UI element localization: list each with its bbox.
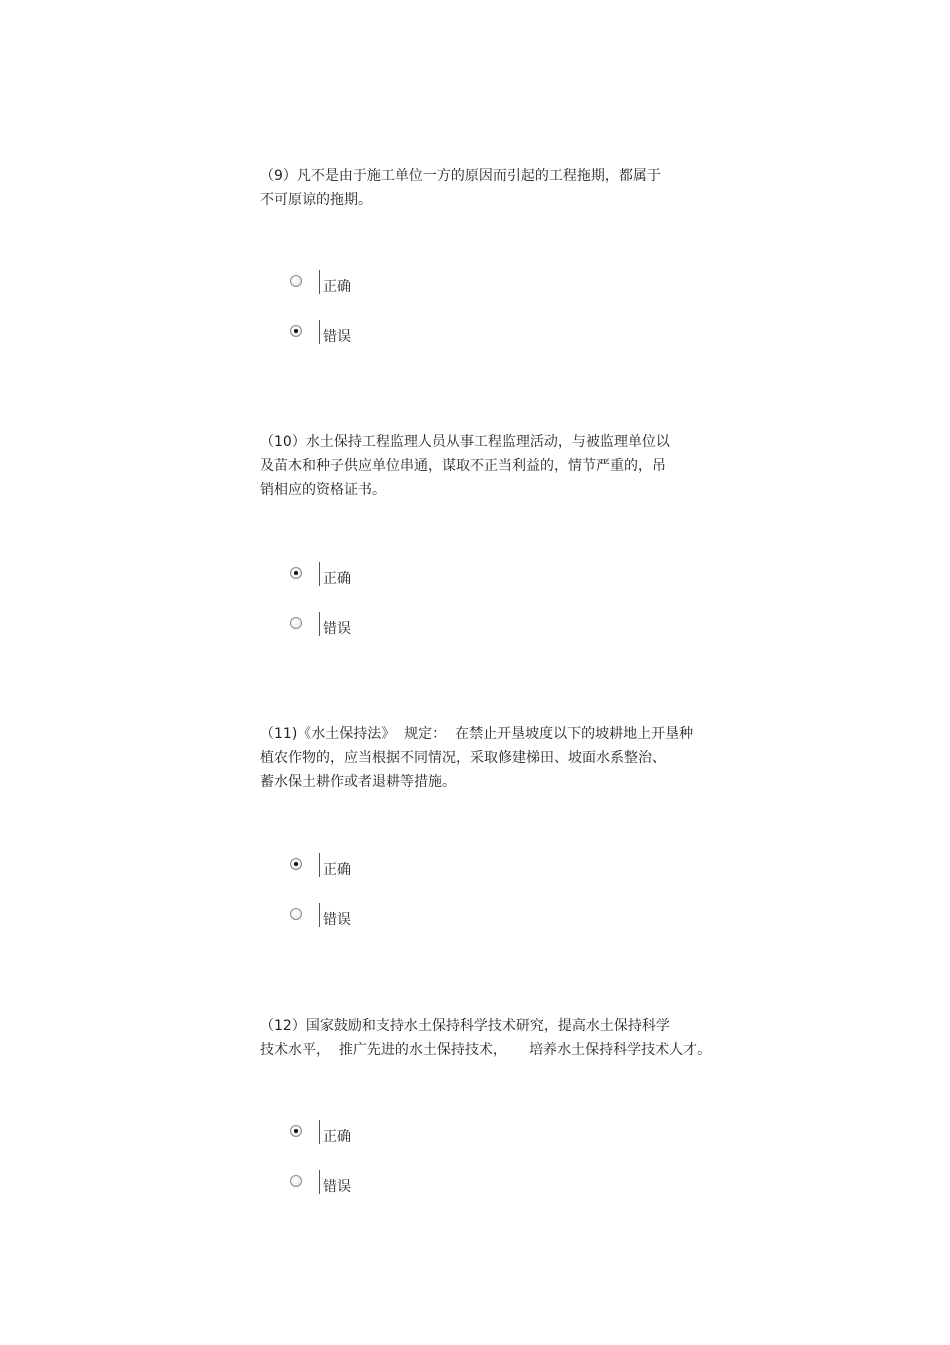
question-text-line: 销相应的资格证书。 [260,482,386,498]
radio-button[interactable] [290,858,302,870]
radio-button[interactable] [290,567,302,579]
radio-button[interactable] [290,908,302,920]
option-label: 正确 [323,279,351,295]
radio-button[interactable] [290,275,302,287]
option-label: 错误 [323,329,351,345]
text-cursor-bar [319,1120,320,1144]
question-10 [260,430,740,502]
option-correct-q11[interactable] [290,853,410,879]
text-cursor-bar [319,612,320,636]
option-label: 错误 [323,1179,351,1195]
question-text-line: 及苗木和种子供应单位串通，谋取不正当利益的，情节严重的，吊 [260,458,666,474]
question-11 [260,722,740,794]
question-12 [260,1014,740,1062]
option-wrong-q10[interactable] [290,612,410,638]
text-cursor-bar [319,320,320,344]
text-cursor-bar [319,270,320,294]
question-text-line: （9）凡不是由于施工单位一方的原因而引起的工程拖期，都属于 [260,168,661,184]
question-text-line: 植农作物的，应当根据不同情况，采取修建梯田、坡面水系整治、 [260,750,666,766]
question-text-line: （12）国家鼓励和支持水土保持科学技术研究，提高水土保持科学 [260,1018,670,1034]
option-wrong-q9[interactable] [290,320,410,346]
question-text-line: （10）水土保持工程监理人员从事工程监理活动，与被监理单位以 [260,434,670,450]
option-label: 错误 [323,621,351,637]
question-text-line: 蓄水保土耕作或者退耕等措施。 [260,774,456,790]
radio-button[interactable] [290,1175,302,1187]
question-text-line: 技术水平， 推广先进的水土保持技术， 培养水土保持科学技术人才。 [260,1042,712,1058]
question-text-line: （11)《水土保持法》 规定： 在禁止开垦坡度以下的坡耕地上开垦种 [260,726,694,742]
option-label: 错误 [323,912,351,928]
option-label: 正确 [323,571,351,587]
text-cursor-bar [319,1170,320,1194]
radio-button[interactable] [290,325,302,337]
text-cursor-bar [319,853,320,877]
question-9 [260,164,740,212]
option-correct-q12[interactable] [290,1120,410,1146]
text-cursor-bar [319,562,320,586]
radio-button[interactable] [290,1125,302,1137]
option-label: 正确 [323,1129,351,1145]
option-correct-q9[interactable] [290,270,410,296]
option-correct-q10[interactable] [290,562,410,588]
question-text-line: 不可原谅的拖期。 [260,192,372,208]
option-wrong-q11[interactable] [290,903,410,929]
text-cursor-bar [319,903,320,927]
option-wrong-q12[interactable] [290,1170,410,1196]
option-label: 正确 [323,862,351,878]
radio-button[interactable] [290,617,302,629]
